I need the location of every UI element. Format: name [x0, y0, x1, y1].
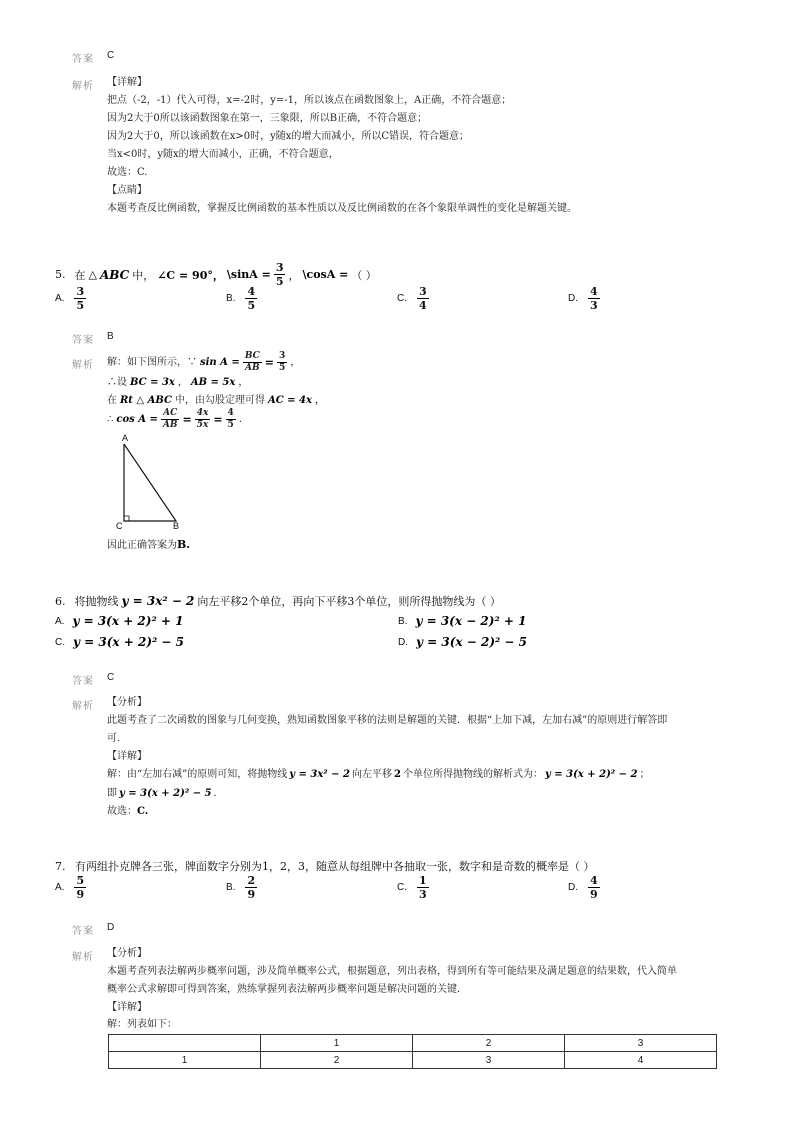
q5-paren: （ ） [351, 268, 377, 282]
q7-detail-line-1: 解：列表如下： [107, 1019, 177, 1030]
q7-outcome-table [108, 1034, 717, 1069]
table-cell: 2 [413, 1035, 565, 1052]
q6-option-a: A. y = 3(x + 2)² + 1 [55, 614, 184, 628]
q4-line-5: 故选：C. [107, 167, 148, 178]
q6-stem-math: y = 3x² − 2 [121, 594, 195, 608]
q6-detail-line-3: 故选：C. [107, 806, 149, 817]
q6-analysis-line-2: 可． [107, 733, 127, 744]
q7-option-b: B. $\frac{2}{9}$ [226, 874, 256, 901]
q6-stem [55, 593, 501, 609]
q5-zhong: 中， [132, 268, 155, 282]
q5-sol-line-2: ∴设 BC = 3x ， AB = 5x ， [107, 377, 249, 388]
table-cell: 4 [565, 1052, 717, 1069]
vertex-a-label: A [122, 433, 129, 443]
vertex-c-label: C [116, 521, 123, 531]
q6-analysis-tag: 【分析】 [107, 697, 147, 708]
q6-detail-line-2: 即 y = 3(x + 2)² − 5 ． [107, 788, 224, 799]
q7-analysis-line-1: 本题考查列表法解两步概率问题，涉及简单概率公式，根据题意，列出表格，得到所有等可能结果及满足题意的结果数，代入简单 [107, 966, 677, 977]
q7-detail-tag: 【详解】 [107, 1002, 147, 1013]
table-cell: 2 [261, 1052, 413, 1069]
q7-analysis-tag: 【分析】 [107, 948, 147, 959]
q6-number: 6. [55, 594, 66, 608]
q4-detail-tag: 【详解】 [107, 77, 147, 88]
q5-stem [55, 262, 377, 287]
q7-option-a: A. $\frac{5}{9}$ [55, 874, 85, 901]
q6-analysis-label: 解析 [72, 701, 94, 712]
q4-line-4: 当x<0时，y随x的增大而减小，正确，不符合题意， [107, 149, 339, 160]
q6-option-d: D. y = 3(x − 2)² − 5 [398, 635, 528, 649]
right-triangle-figure [110, 430, 190, 534]
q5-triangle: △ [88, 268, 97, 281]
q5-number: 5. [55, 268, 66, 281]
q7-stem-text: 有两组扑克牌各三张，牌面数字分别为1，2，3，随意从每组牌中各抽取一张，数字和是奇数的概率是（ ） [75, 860, 595, 873]
q5-option-a: A. $\frac{3}{5}$ [55, 285, 85, 312]
triangle-sides [124, 444, 176, 521]
q5-cos: \cosA = [302, 268, 349, 281]
q6-option-b: B. y = 3(x − 2)² + 1 [398, 614, 527, 628]
q4-comment: 本题考查反比例函数，掌握反比例函数的基本性质以及反比例函数的在各个象限单调性的变化是解题关键。 [107, 203, 577, 214]
q6-stem-post: 向左平移2个单位，再向下平移3个单位，则所得抛物线为（ ） [197, 595, 501, 608]
q5-option-d: D. $\frac{4}{3}$ [568, 285, 598, 312]
q7-analysis-line-2: 概率公式求解即可得到答案，熟练掌握列表法解两步概率问题是解决问题的关键． [107, 984, 467, 995]
q4-line-1: 把点（-2，-1）代入可得，x=-2时，y=-1，所以该点在函数图象上，A正确，不符合题意； [107, 95, 512, 106]
q5-abc: ABC [99, 267, 130, 282]
q6-detail-line-1: 解：由“左加右减”的原则可知，将抛物线 y = 3x² − 2 向左平移 2 个单位所得抛物线的解析式为： y = 3(x + 2)² − 2 ； [107, 769, 650, 780]
q6-option-c: C. y = 3(x + 2)² − 5 [55, 635, 185, 649]
q5-sol-line-3: 在 Rt △ ABC 中，由勾股定理可得 AC = 4x ， [107, 395, 325, 406]
q7-answer-label: 答案 [72, 926, 94, 937]
q5-answer: B [107, 331, 114, 342]
q5-analysis-label: 解析 [72, 360, 94, 371]
q6-stem-pre: 将抛物线 [74, 595, 119, 608]
table-row [109, 1052, 717, 1069]
q4-line-3: 因为2大于0，所以该函数在x>0时，y随x的增大而减小，所以C错误，符合题意； [107, 131, 470, 142]
table-cell: 3 [413, 1052, 565, 1069]
q7-number: 7. [55, 860, 66, 873]
table-cell: 1 [109, 1052, 261, 1069]
q5-sin-frac: $\frac{3}{5}$ [275, 261, 284, 288]
table-cell: 1 [261, 1035, 413, 1052]
q4-answer: C [107, 50, 115, 61]
right-angle-mark [124, 516, 129, 521]
q6-detail-tag: 【详解】 [107, 751, 147, 762]
q5-stem-pre: 在 [74, 268, 86, 282]
vertex-b-label: B [173, 521, 180, 531]
q6-analysis-line-1: 此题考查了二次函数的图象与几何变换，熟知函数图象平移的法则是解题的关键．根据“上加下减，左加右减”的原则进行解答即 [107, 715, 668, 726]
q5-option-c: C. $\frac{3}{4}$ [397, 285, 427, 312]
q5-sol-line-4: ∴ cos A = $\frac{AC}{AB}$ = $\frac{4x}{5x}$ = $\frac{4}{5}$ ． [107, 408, 249, 430]
q5-option-b: B. $\frac{4}{5}$ [226, 285, 256, 312]
q4-comment-tag: 【点睛】 [107, 185, 147, 196]
table-row [109, 1035, 717, 1052]
q7-analysis-label: 解析 [72, 952, 94, 963]
q5-answer-label: 答案 [72, 335, 94, 346]
q5-sol-line-1: 解：如下图所示，∵ sin A = $\frac{BC}{AB}$ = $\frac{3}{5}$ ， [107, 351, 301, 373]
q4-analysis-label: 解析 [72, 81, 94, 92]
q7-option-d: D. $\frac{4}{9}$ [568, 874, 598, 901]
q7-stem [55, 858, 595, 874]
q7-answer: D [107, 922, 115, 933]
q5-angle: ∠C = 90°， [157, 268, 224, 282]
q5-sin: \sinA = [226, 268, 271, 281]
table-cell [109, 1035, 261, 1052]
q5-comma: ， [288, 268, 300, 282]
q6-answer: C [107, 672, 115, 683]
q5-conclusion: 因此正确答案为B. [107, 538, 191, 551]
q4-answer-label: 答案 [72, 54, 94, 65]
table-cell: 3 [565, 1035, 717, 1052]
q4-line-2: 因为2大于0所以该函数图象在第一，三象限，所以B正确，不符合题意； [107, 113, 428, 124]
q6-answer-label: 答案 [72, 676, 94, 687]
q7-option-c: C. $\frac{1}{3}$ [397, 874, 427, 901]
